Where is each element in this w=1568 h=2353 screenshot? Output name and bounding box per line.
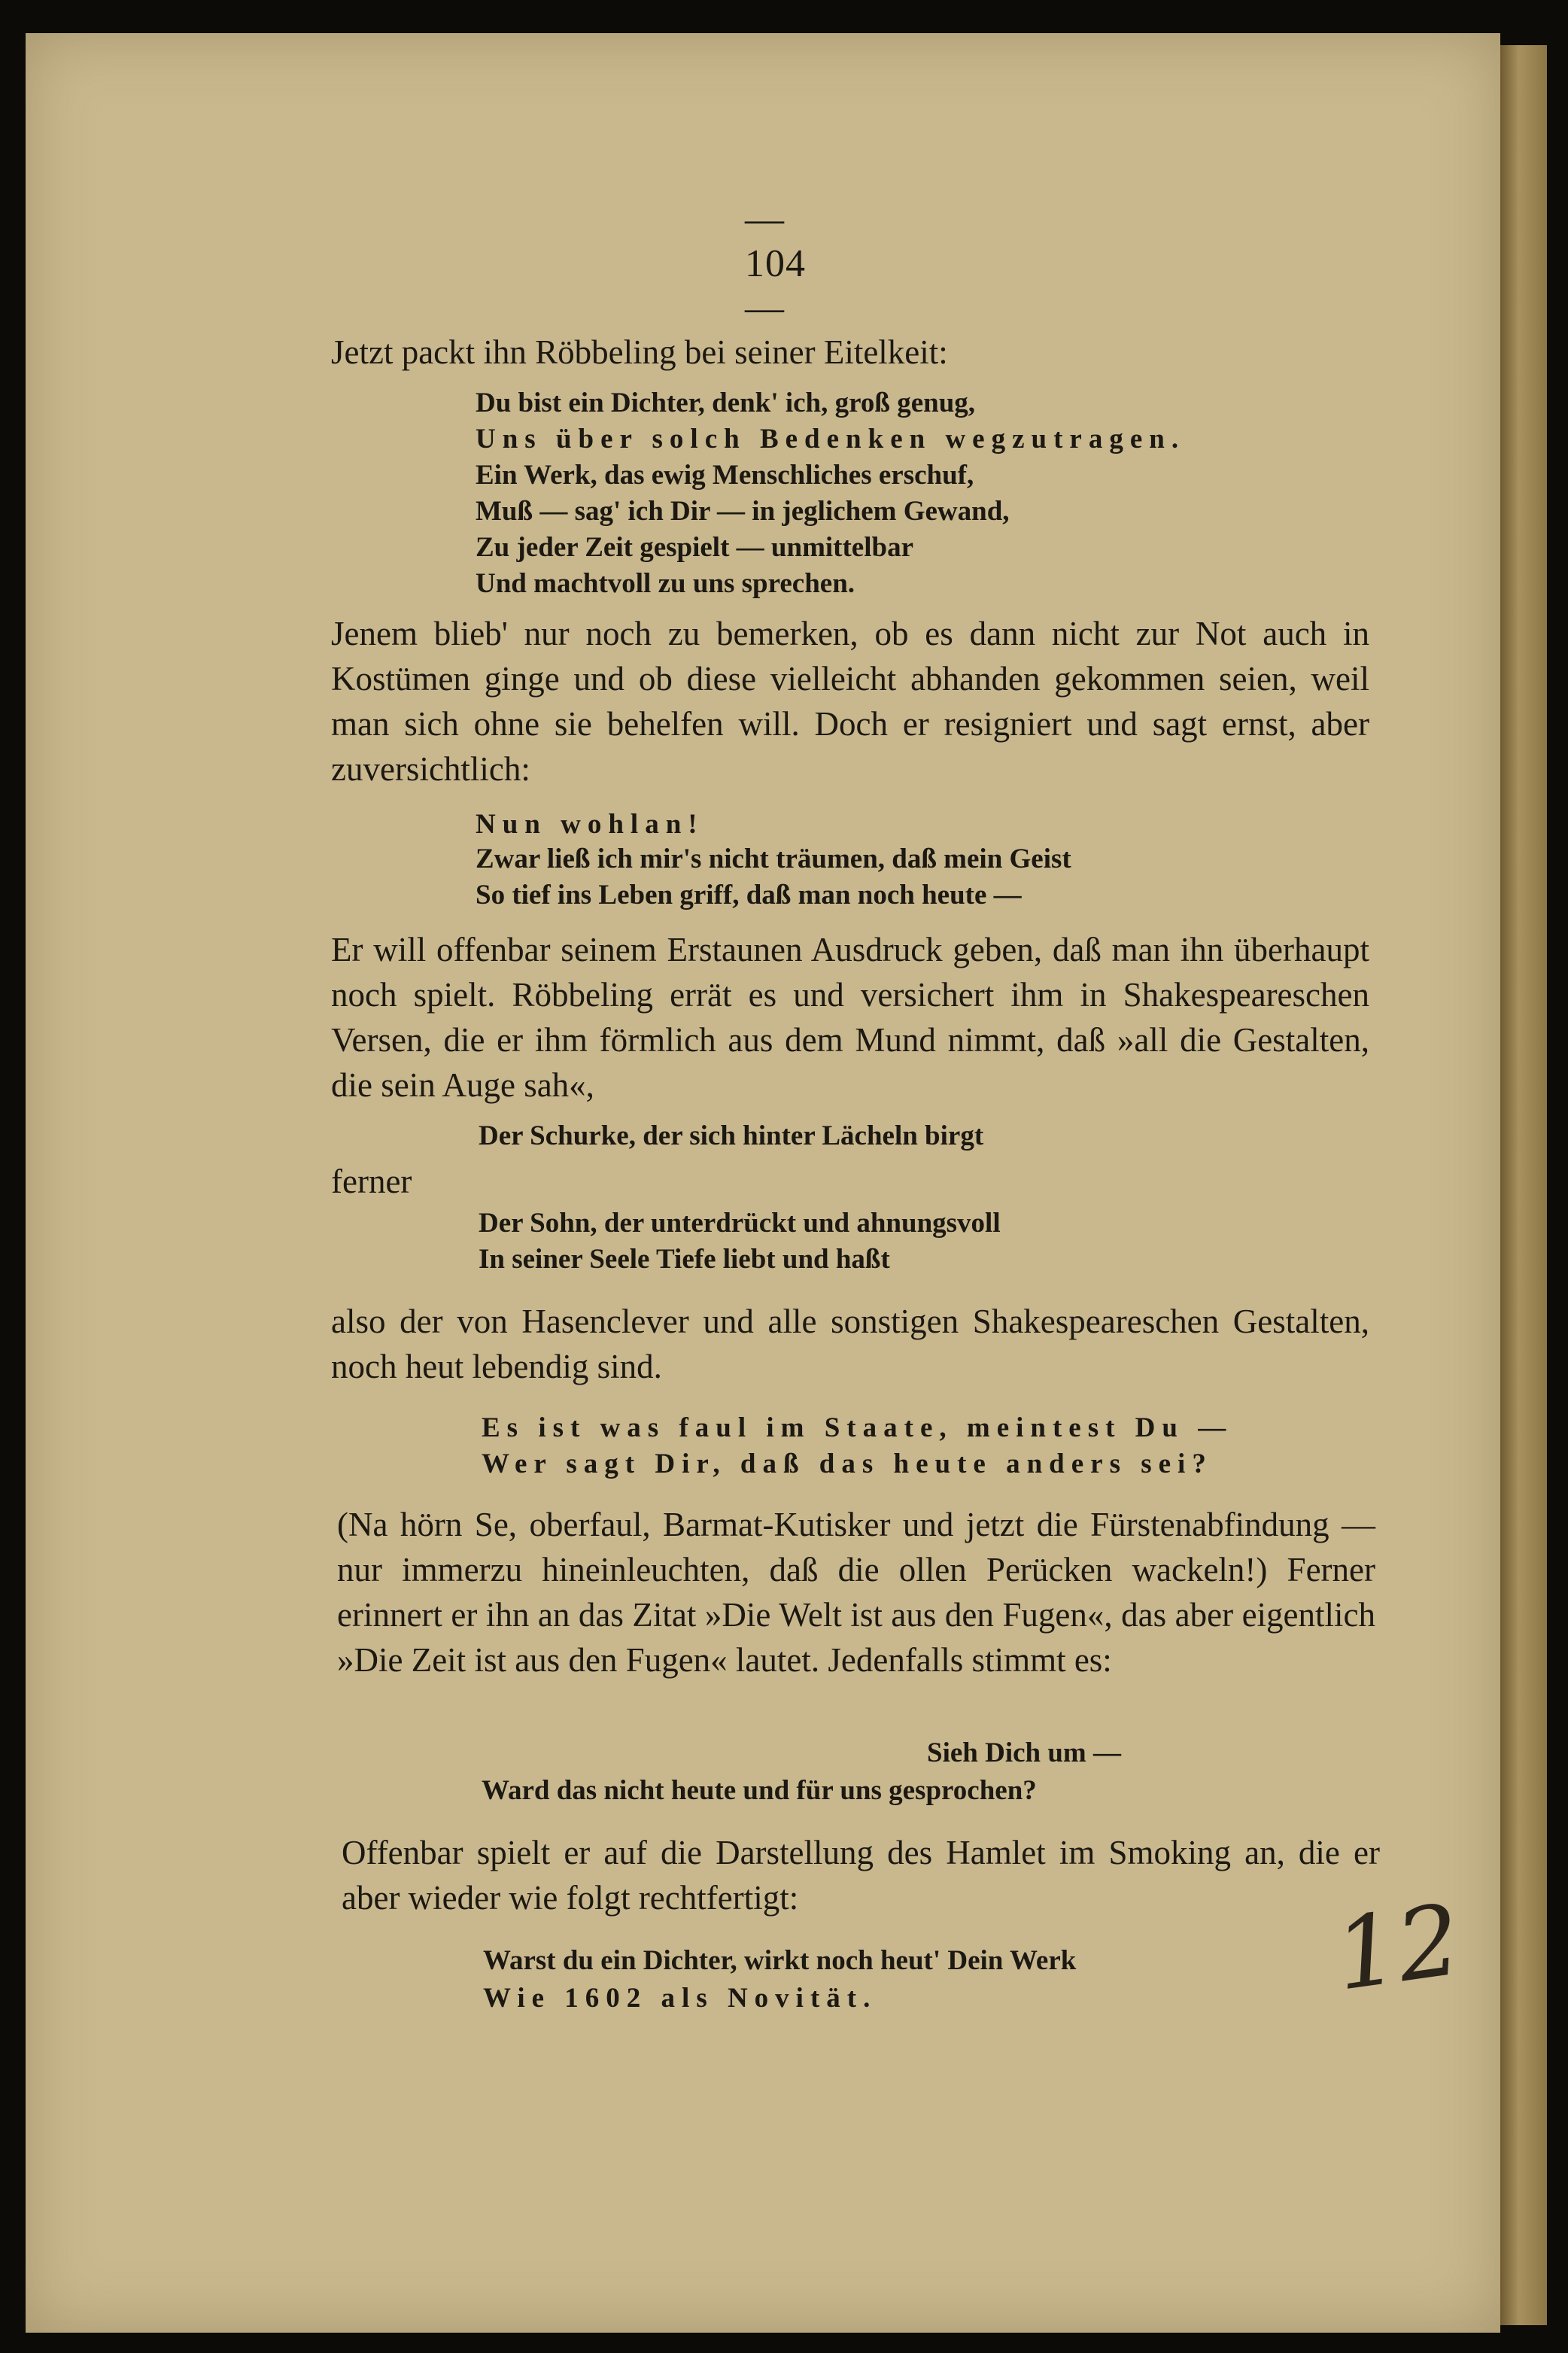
verse-2-line-1: Nun wohlan!	[476, 809, 704, 840]
verse-1-line-5: Zu jeder Zeit gespielt — unmittelbar	[476, 532, 914, 563]
verse-2-line-3: So tief ins Leben griff, daß man noch heute —	[476, 880, 1022, 910]
verse-2-line-2: Zwar ließ ich mir's nicht träumen, daß mein Geist	[476, 844, 1071, 874]
paragraph-2: Jenem blieb' nur noch zu bemerken, ob es dann nicht zur Not auch in Kostümen ginge und ob diese vielleicht abhanden gekommen seien, weil man sich ohne sie behelfen will. Doch er resigniert und sagt ernst, aber zuversichtlich:	[331, 615, 1369, 788]
handwritten-annotation: 12	[1328, 1882, 1468, 2013]
verse-6-line-2: Ward das nicht heute und für uns gesprochen?	[482, 1775, 1037, 1806]
verse-3-line-1: Der Schurke, der sich hinter Lächeln birgt	[479, 1120, 984, 1151]
verse-5-line-2: Wer sagt Dir, daß das heute anders sei?	[482, 1449, 1213, 1479]
page-number: — 104 —	[745, 198, 806, 330]
verse-4-line-2: In seiner Seele Tiefe liebt und haßt	[479, 1244, 890, 1275]
paragraph-5: also der von Hasenclever und alle sonstigen Shakespeareschen Gestalten, noch heut lebendig sind.	[331, 1303, 1369, 1385]
verse-5-line-1: Es ist was faul im Staate, meintest Du —	[482, 1412, 1233, 1443]
verse-1-line-6: Und machtvoll zu uns sprechen.	[476, 568, 855, 599]
verse-4-line-1: Der Sohn, der unterdrückt und ahnungsvoll	[479, 1208, 1001, 1239]
verse-1-line-2: Uns über solch Bedenken wegzutragen.	[476, 424, 1186, 454]
paragraph-3: Er will offenbar seinem Erstaunen Ausdruck geben, daß man ihn überhaupt noch spielt. Röbbeling errät es und versichert ihm in Shakespeareschen Versen, die er ihm förmlich aus dem Mund nimmt, daß »all die Gestalten, die sein Auge sah«,	[331, 931, 1369, 1104]
paragraph-6: (Na hörn Se, oberfaul, Barmat-Kutisker und jetzt die Fürstenabfindung — nur immerzu hineinleuchten, daß die ollen Perücken wackeln!) Ferner erinnert er ihn an das Zitat »Die Welt ist aus den Fugen«, das aber eigentlich »Die Zeit ist aus den Fugen« lautet. Jedenfalls stimmt es:	[337, 1506, 1375, 1679]
paragraph-1: Jetzt packt ihn Röbbeling bei seiner Eitelkeit:	[331, 333, 948, 371]
book-spine	[1500, 45, 1547, 2325]
verse-1-line-4: Muß — sag' ich Dir — in jeglichem Gewand,	[476, 496, 1010, 527]
verse-7-line-1: Warst du ein Dichter, wirkt noch heut' Dein Werk	[483, 1945, 1077, 1976]
paragraph-4: ferner	[331, 1163, 412, 1200]
verse-1-line-1: Du bist ein Dichter, denk' ich, groß genug,	[476, 388, 976, 418]
paragraph-7: Offenbar spielt er auf die Darstellung des Hamlet im Smoking an, die er aber wieder wie folgt rechtfertigt:	[342, 1834, 1380, 1917]
verse-7-line-2: Wie 1602 als Novität.	[483, 1983, 877, 2014]
verse-1-line-3: Ein Werk, das ewig Menschliches erschuf,	[476, 460, 974, 491]
verse-6-line-1: Sieh Dich um —	[927, 1737, 1122, 1768]
